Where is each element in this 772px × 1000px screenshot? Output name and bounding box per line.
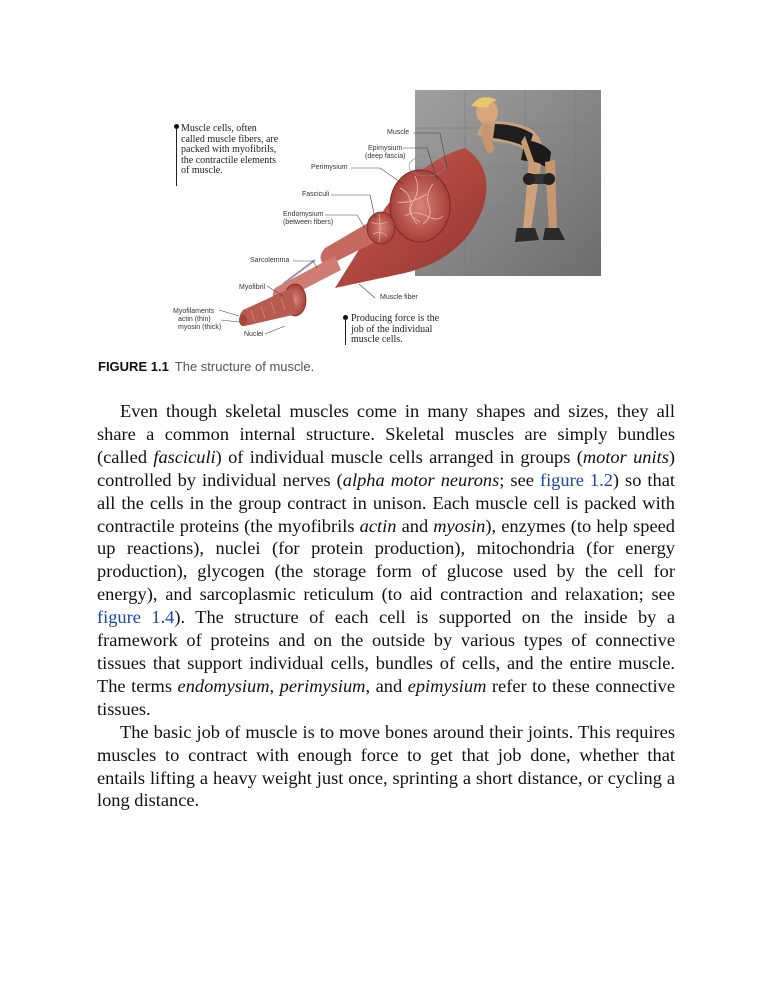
p1-text: ) of individual muscle cells arranged in groups ( [215,446,583,467]
p1-text: , and [365,675,408,696]
label-myosin: myosin (thick) [178,324,222,331]
myofibril [239,288,297,326]
p1-text: ), enzymes (to help speed up reactions), nuclei (for protein production), mitochondria (for energy production), glycogen (the storage form of glucose used by the cell for energy), and sarcoplasmic reticulum (to aid contraction and relaxation; see [97,515,675,605]
callout-bar-bottom [345,318,346,345]
term-motor-units: motor units [582,446,669,467]
label-sarcolemma: Sarcolemma [250,257,290,264]
p1-text: , [269,675,280,696]
term-fasciculi: fasciculi [153,446,216,467]
label-myofilaments: Myofilaments [173,308,215,315]
callout-producing-force: Producing force is the job of the individual muscle cells. [351,313,440,345]
label-perimysium: Perimysium [311,164,348,171]
term-actin: actin [359,515,397,536]
fascicle-cross-section [367,212,395,244]
muscle-cross-section [390,170,450,242]
label-myofibril: Myofibril [239,284,266,291]
p1-text: ) so that all the cells in the group contract in unison. Each muscle cell is packed with contractile proteins (the myofibrils [97,469,676,536]
p1-text: refer to these connective tissues. [97,675,675,719]
term-epimysium: epimysium [407,675,487,696]
label-fasciculi: Fasciculi [302,191,330,198]
figure-caption [98,359,314,374]
term-alpha-motor-neurons: alpha motor neurons [342,469,500,490]
label-muscle: Muscle [387,129,410,136]
p1-text: and [396,515,434,536]
term-endomysium: endomysium [177,675,270,696]
term-perimysium: perimysium [279,675,366,696]
label-actin: actin (thin) [178,316,211,323]
label-nuclei: Nuclei [244,331,264,338]
link-figure-1-2[interactable]: figure 1.2 [539,469,613,490]
label-epimysium-sub: (deep fascia) [365,153,406,160]
body-text [97,400,675,812]
callout-muscle-cells: Muscle cells, often called muscle fibers, are packed with myofibrils, the contractile elements of muscle. [181,123,279,176]
label-epimysium: Epimysium [368,145,403,152]
p1-text: ) controlled by individual nerves ( [97,446,675,490]
label-endomysium-sub: (between fibers) [283,219,334,226]
link-figure-1-4[interactable]: figure 1.4 [97,607,175,628]
label-muscle-fiber: Muscle fiber [380,294,418,301]
p1-text: ). The structure of each cell is supported on the inside by a framework of proteins and on the outside by various types of connective tissues that support individual cells, bundles of cells, and the entire muscle. The terms [97,607,675,696]
p1-text: ; see [499,469,540,490]
callout-bar-top [176,128,177,186]
label-endomysium: Endomysium [283,211,324,218]
p1-text: Even though skeletal muscles come in many shapes and sizes, they all share a common internal structure. Skeletal muscles are simply bundles (called [97,401,675,467]
paragraph-1 [97,400,675,721]
figure-caption-text: The structure of muscle. [174,359,315,374]
figure-caption-label: FIGURE 1.1 [98,359,169,374]
paragraph-2: The basic job of muscle is to move bones around their joints. This requires muscles to contract with enough force to get that job done, whether that entails lifting a heavy weight just once, sprinting a short distance, or cycling a long distance. [97,721,675,811]
term-myosin: myosin [433,515,486,536]
